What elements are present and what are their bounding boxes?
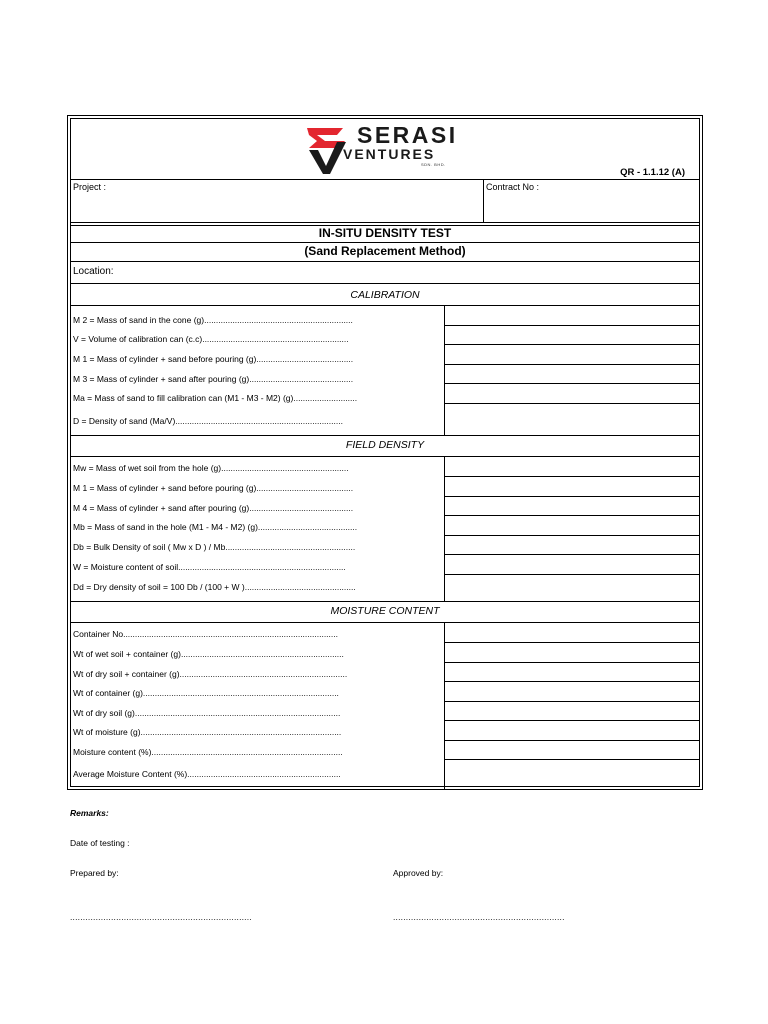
field-density-row: M 1 = Mass of cylinder + sand before pouring (g)......................................... bbox=[73, 483, 354, 493]
field-density-row: Dd = Dry density of soil = 100 Db / (100 + W )............................................... bbox=[73, 582, 356, 592]
divider bbox=[483, 179, 484, 222]
moisture-row: Wt of moisture (g)..................................................................................... bbox=[73, 727, 342, 737]
field-density-row: Mb = Mass of sand in the hole (M1 - M4 - M2) (g).......................................... bbox=[73, 522, 358, 532]
project-label: Project : bbox=[73, 182, 107, 192]
calibration-row: D = Density of sand (Ma/V)....................................................................... bbox=[73, 416, 343, 426]
form-subtitle: (Sand Replacement Method) bbox=[304, 244, 466, 258]
remarks-label: Remarks: bbox=[70, 808, 109, 818]
moisture-row: Wt of dry soil + container (g)....................................................................... bbox=[73, 669, 348, 679]
prepared-signature-line: ....................................................................... bbox=[70, 912, 252, 922]
approved-signature-line: ................................................................... bbox=[393, 912, 565, 922]
moisture-row: Wt of container (g)................................................................................... bbox=[73, 688, 339, 698]
moisture-content-heading: MOISTURE CONTENT bbox=[330, 605, 440, 617]
logo-serasi-text: SERASI bbox=[357, 122, 458, 148]
divider bbox=[71, 601, 699, 602]
document-code: QR - 1.1.12 (A) bbox=[620, 167, 685, 178]
form-outer-border bbox=[67, 115, 703, 790]
approved-by-label: Approved by: bbox=[393, 868, 444, 878]
moisture-row: Container No........................................................................................... bbox=[73, 629, 338, 639]
field-density-row: W = Moisture content of soil....................................................................... bbox=[73, 562, 346, 572]
moisture-row: Wt of wet soil + container (g)..................................................................... bbox=[73, 649, 344, 659]
date-of-testing-label: Date of testing : bbox=[70, 838, 130, 848]
location-label: Location: bbox=[73, 266, 114, 277]
divider bbox=[71, 242, 699, 243]
divider bbox=[71, 283, 699, 284]
contract-no-label: Contract No : bbox=[486, 182, 540, 192]
field-density-heading: FIELD DENSITY bbox=[345, 439, 425, 451]
calibration-row: Ma = Mass of sand to fill calibration can (M1 - M3 - M2) (g)........................... bbox=[73, 393, 358, 403]
moisture-value-column bbox=[444, 622, 699, 789]
logo-ventures-text: VENTURES bbox=[343, 146, 436, 162]
moisture-row: Wt of dry soil (g)....................................................................................... bbox=[73, 708, 341, 718]
divider bbox=[71, 222, 699, 223]
field-density-row: Mw = Mass of wet soil from the hole (g)...................................................... bbox=[73, 463, 349, 473]
moisture-row: Average Moisture Content (%)................................................................. bbox=[73, 769, 341, 779]
moisture-row: Moisture content (%)................................................................................. bbox=[73, 747, 343, 757]
logo-sdn-text: SDN. BHD. bbox=[421, 162, 446, 167]
prepared-by-label: Prepared by: bbox=[70, 868, 119, 878]
calibration-row: V = Volume of calibration can (c.c).............................................................. bbox=[73, 334, 349, 344]
field-density-value-column bbox=[444, 456, 699, 601]
calibration-row: M 3 = Mass of cylinder + sand after pouring (g)............................................ bbox=[73, 374, 354, 384]
calibration-value-column bbox=[444, 305, 699, 435]
calibration-row: M 2 = Mass of sand in the cone (g)............................................................... bbox=[73, 315, 353, 325]
company-logo bbox=[303, 124, 483, 174]
calibration-row: M 1 = Mass of cylinder + sand before pouring (g)......................................... bbox=[73, 354, 354, 364]
calibration-heading: CALIBRATION bbox=[350, 289, 420, 301]
field-density-row: Db = Bulk Density of soil ( Mw x D ) / Mb....................................................... bbox=[73, 542, 356, 552]
field-density-row: M 4 = Mass of cylinder + sand after pouring (g)............................................ bbox=[73, 503, 354, 513]
divider bbox=[71, 179, 699, 180]
form-table bbox=[70, 118, 700, 787]
form-title: IN-SITU DENSITY TEST bbox=[318, 226, 452, 240]
divider bbox=[71, 261, 699, 262]
divider bbox=[71, 435, 699, 436]
